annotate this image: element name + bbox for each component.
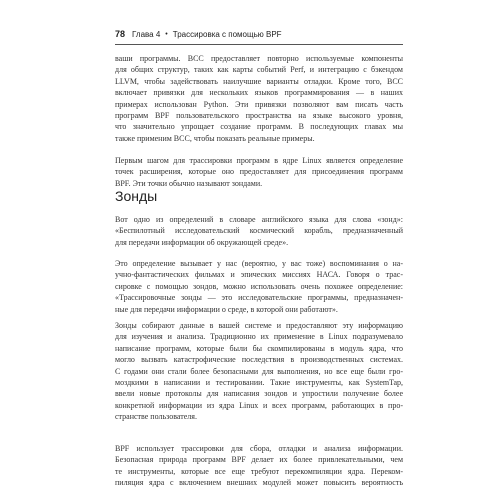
section-heading: Зонды: [115, 188, 158, 204]
paragraph: [115, 258, 403, 315]
text-line: Зонды собирают данные в вашей системе и предоставляют эту информацию: [115, 321, 403, 330]
page-number: 78: [115, 29, 126, 39]
paragraph: [115, 320, 403, 423]
text-line: С годами они стали более безопасными для выполнения, но все еще были гро-: [115, 366, 403, 376]
text-line: Вот одно из определений в словаре английского языка для слова «зонд»:: [115, 215, 403, 224]
header-separator: •: [165, 30, 168, 38]
text-line: сировке с помощью зондов, можно использовать очень похожее определение:: [115, 281, 403, 291]
text-line: также применим BCC, чтобы показать реальные примеры.: [115, 133, 315, 143]
header-rule: [115, 44, 403, 45]
text-line: BPF. Эти точки обычно называют зондами.: [115, 178, 263, 188]
text-line: для передачи информации об окружающей среде».: [115, 237, 289, 247]
text-line: Первым шагом для трассировки программ в ядре Linux является определение: [115, 156, 403, 165]
text-line: учно-фантастических фильмах и эпических миссиях НАСА. Говоря о трас-: [115, 270, 403, 280]
text-line: программ BPF пользовательского пространства на языке высокого уровня,: [115, 111, 403, 121]
paragraph: [115, 443, 403, 489]
text-line: «Беспилотный исследовательский космический корабль, предназначенный: [115, 226, 403, 236]
text-line: примерах использован Python. Эти привязки позволяют вам писать часть: [115, 99, 403, 109]
text-line: BPF использует трассировки для сбора, отладки и анализа информации.: [115, 444, 403, 453]
text-line: LLVM, чтобы задействовать наилучшие варианты отладки. Кроме того, BCC: [115, 76, 403, 86]
text-line: Безопасная природа программ BPF делает их более привлекательными, чем: [115, 455, 403, 465]
text-line: странстве пользователя.: [115, 412, 197, 422]
text-line: ваши программы. BCC предоставляет повторно используемые компоненты: [115, 54, 403, 63]
text-line: моздкими в написании и тестировании. Такие инструменты, как SystemTap,: [115, 378, 403, 388]
chapter-label: Глава 4: [132, 29, 161, 39]
text-line: ввели новые протоколы для написания зондов и упростили получение более: [115, 389, 403, 399]
text-line: пиляция ядра с включением внешних модулей может повысить вероятность: [115, 478, 403, 488]
text-line: написание программ, которые были бы скомпилированы в модуль ядра, что: [115, 343, 403, 353]
text-line: точек расширения, которые оно предоставляет для присоединения программ: [115, 167, 403, 177]
running-header: [115, 27, 405, 41]
text-line: те инструменты, которые все еще требуют перекомпиляции ядра. Переком-: [115, 466, 403, 476]
text-line: конкретной информации из ядра Linux и всех программ, работающих в про-: [115, 400, 403, 410]
chapter-title: Трассировка с помощью BPF: [172, 29, 282, 39]
text-line: «Трассировочные зонды — это исследовательские программы, предназначен-: [115, 293, 403, 303]
text-line: включает привязки для нескольких языков программирования — в наших: [115, 88, 403, 98]
paragraph: [115, 214, 403, 248]
paragraph: [115, 53, 403, 144]
text-line: для изучения и анализа. Традиционно их применение в Linux подразумевало: [115, 332, 403, 342]
text-line: для общих структур, таких как карты событий Perf, и интеграцию с бэкендом: [115, 65, 403, 75]
paragraph: [115, 155, 403, 189]
text-line: что значительно упрощает создание программ. В последующих главах мы: [115, 122, 403, 132]
text-line: Это определение вызывает у нас (вероятно, у вас тоже) воспоминания о на-: [115, 259, 403, 268]
text-line: могло вызвать катастрофические последствия в производственных системах.: [115, 355, 403, 365]
text-line: ные для передачи информации о среде, в которой они работают».: [115, 304, 338, 314]
